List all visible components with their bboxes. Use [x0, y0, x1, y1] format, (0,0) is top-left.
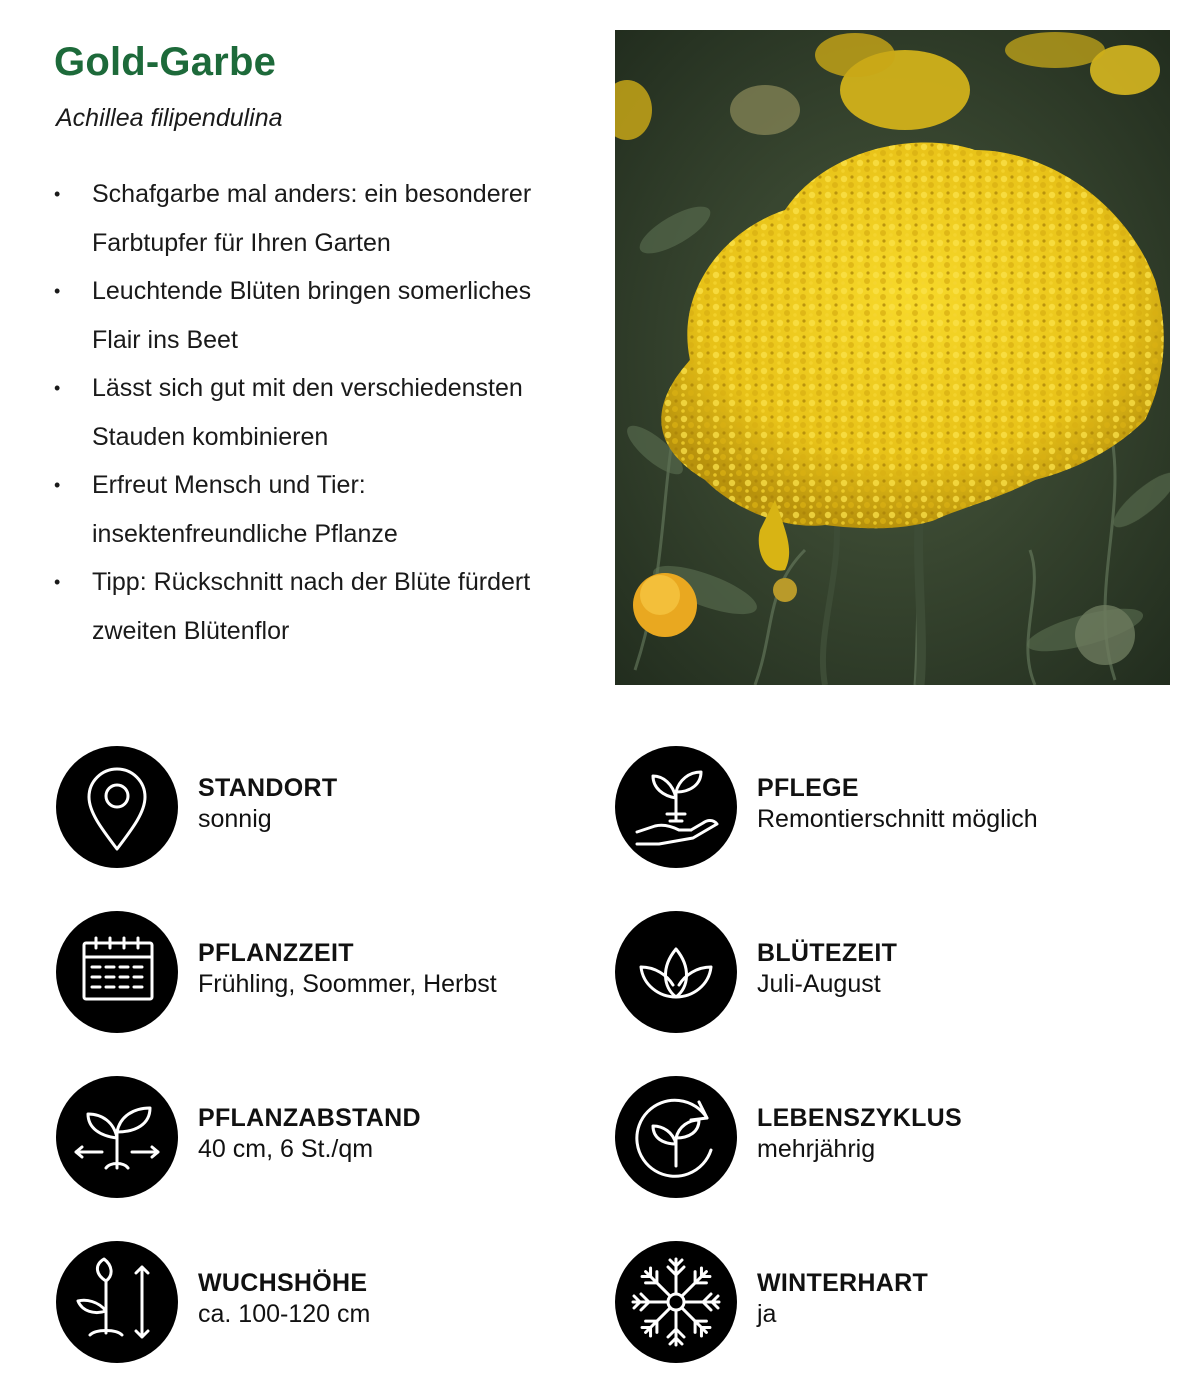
bullet-line: Tipp: Rückschnitt nach der Blüte fürdert	[92, 568, 531, 596]
bullet-dot-icon: •	[54, 572, 61, 592]
feature-pflanzabstand	[56, 1076, 576, 1200]
location-pin-icon	[56, 746, 178, 868]
bullet-line: Lässt sich gut mit den verschiedensten	[92, 374, 523, 402]
feature-value: sonnig	[198, 805, 272, 833]
feature-label: PFLEGE	[757, 774, 859, 802]
bullet-line: Erfreut Mensch und Tier:	[92, 471, 366, 499]
feature-label: PFLANZABSTAND	[198, 1104, 421, 1132]
feature-value: Juli-August	[757, 970, 881, 998]
plant-height-icon	[56, 1241, 178, 1363]
feature-bluetezeit	[615, 911, 1135, 1035]
feature-pflanzzeit	[56, 911, 576, 1035]
bullet-dot-icon: •	[54, 184, 61, 204]
feature-bullet-list	[54, 170, 574, 655]
plant-cycle-icon	[615, 1076, 737, 1198]
feature-label: WINTERHART	[757, 1269, 929, 1297]
feature-winterhart	[615, 1241, 1135, 1365]
feature-lebenszyklus	[615, 1076, 1135, 1200]
bullet-line: zweiten Blütenflor	[92, 616, 290, 645]
plant-spacing-icon	[56, 1076, 178, 1198]
bullet-line: Schafgarbe mal anders: ein besonderer	[92, 180, 532, 208]
latin-name: Achillea filipendulina	[56, 104, 283, 132]
plant-in-hand-icon	[615, 746, 737, 868]
plant-title: Gold-Garbe	[54, 40, 277, 84]
feature-value: ja	[757, 1300, 777, 1328]
bullet-item	[54, 461, 574, 558]
lotus-flower-icon	[615, 911, 737, 1033]
feature-label: BLÜTEZEIT	[757, 939, 898, 967]
feature-label: WUCHSHÖHE	[198, 1269, 368, 1297]
feature-value: ca. 100-120 cm	[198, 1300, 371, 1328]
feature-value: Remontierschnitt möglich	[757, 805, 1038, 833]
feature-value: Frühling, Soommer, Herbst	[198, 970, 497, 998]
bullet-dot-icon: •	[54, 475, 61, 495]
feature-label: LEBENSZYKLUS	[757, 1104, 963, 1132]
bullet-item	[54, 558, 574, 655]
bullet-line: Farbtupfer für Ihren Garten	[92, 228, 391, 257]
feature-standort	[56, 746, 576, 870]
feature-value: 40 cm, 6 St./qm	[198, 1135, 374, 1163]
bullet-line: Leuchtende Blüten bringen somerliches	[92, 277, 532, 305]
calendar-icon	[56, 911, 178, 1033]
feature-pflege	[615, 746, 1135, 870]
feature-label: STANDORT	[198, 774, 338, 802]
bullet-item	[54, 267, 574, 364]
bullet-item	[54, 170, 574, 267]
snowflake-icon	[615, 1241, 737, 1363]
bullet-line: insektenfreundliche Pflanze	[92, 519, 398, 548]
bullet-item	[54, 364, 574, 461]
bullet-dot-icon: •	[54, 281, 61, 301]
feature-label: PFLANZZEIT	[198, 939, 354, 967]
bullet-line: Flair ins Beet	[92, 325, 238, 354]
feature-value: mehrjährig	[757, 1135, 876, 1163]
bullet-dot-icon: •	[54, 378, 61, 398]
yarrow-flower-photo	[615, 30, 1170, 685]
bullet-line: Stauden kombinieren	[92, 422, 329, 451]
feature-wuchshoehe	[56, 1241, 576, 1365]
